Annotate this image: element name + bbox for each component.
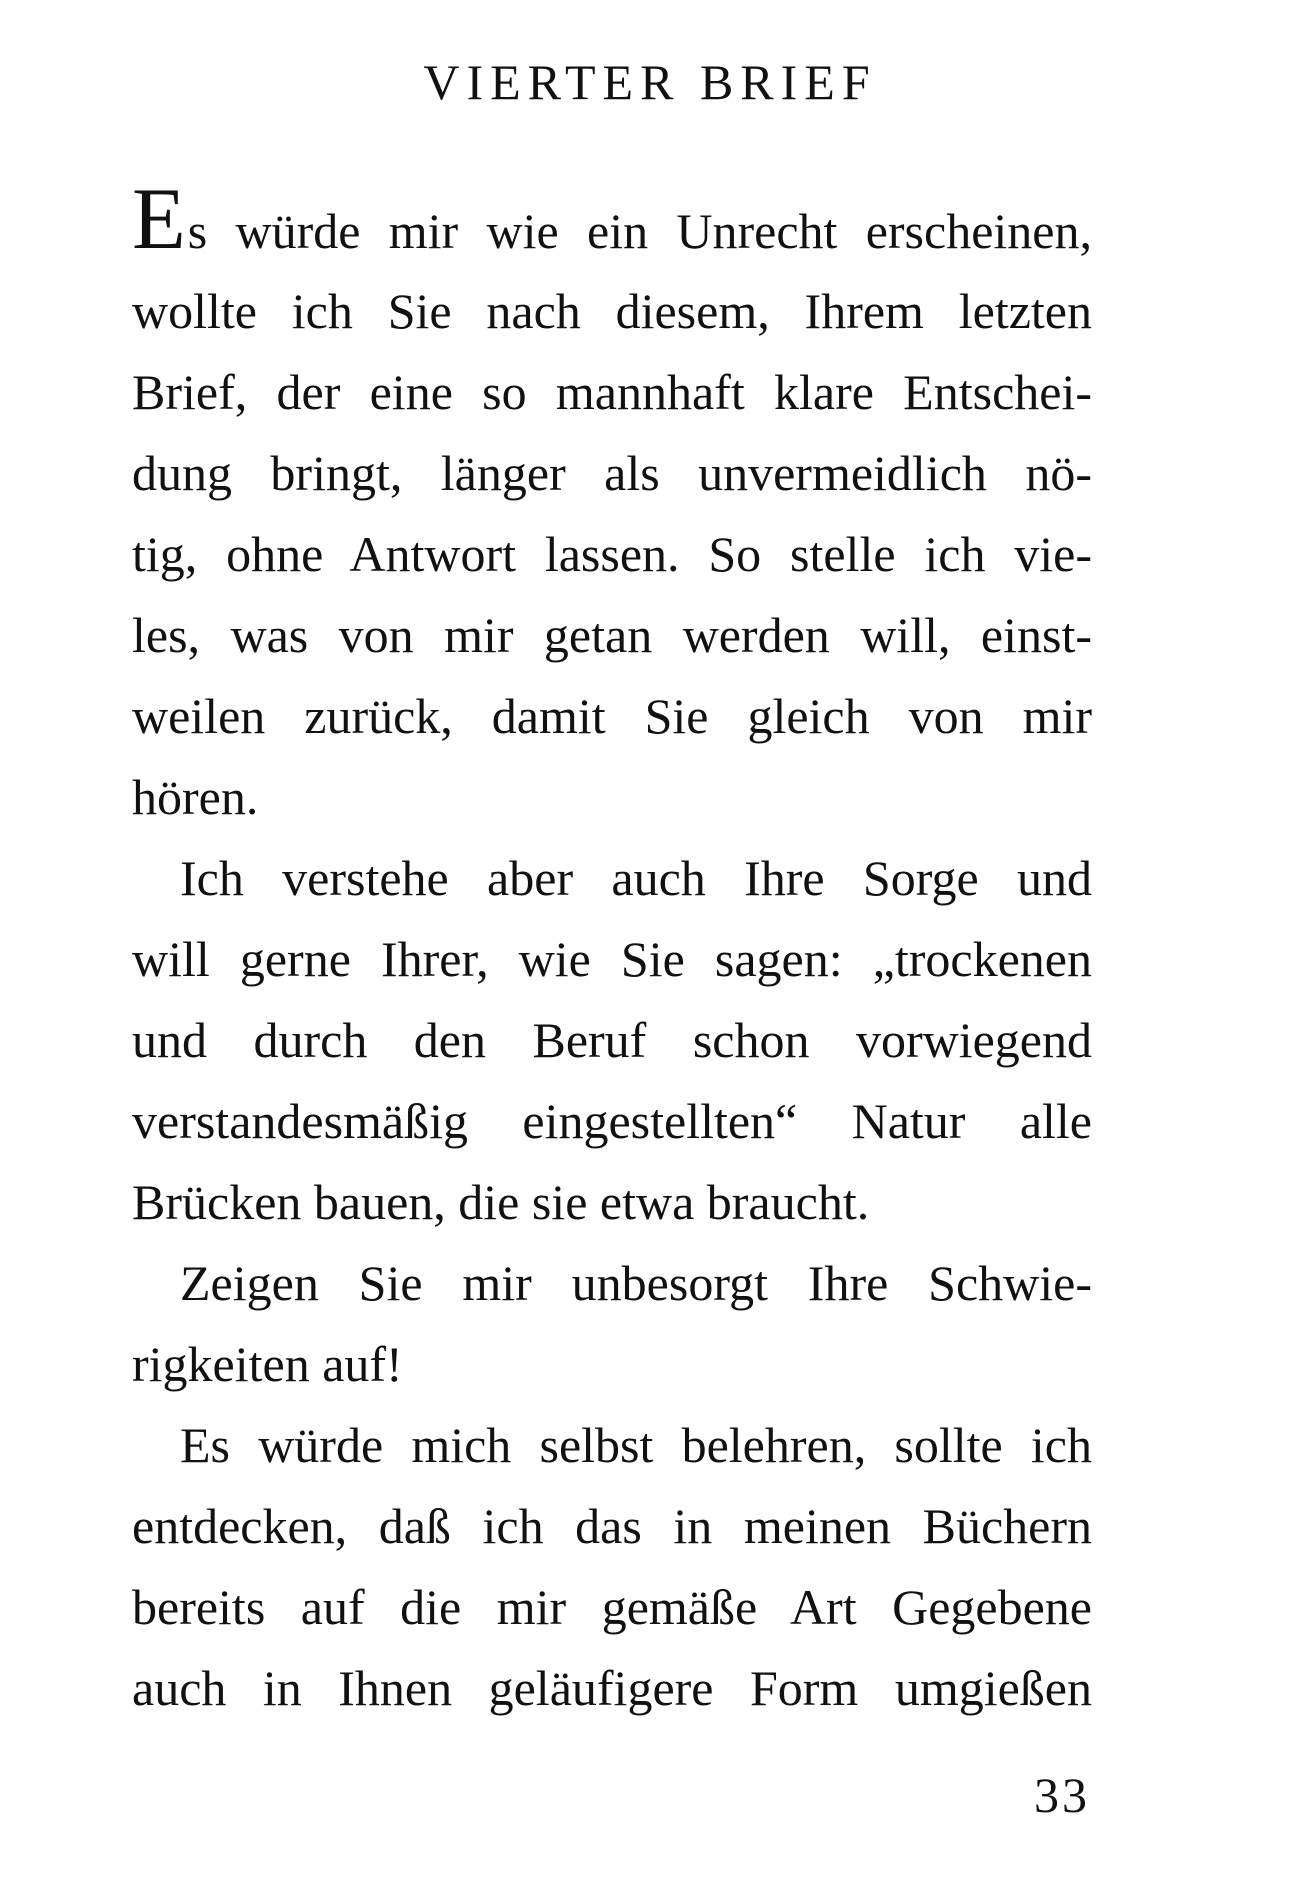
text-line: verstandesmäßig eingestellten“ Natur alle <box>132 1093 1092 1149</box>
text-line: Ich verstehe aber auch Ihre Sorge und <box>180 850 1092 906</box>
text-line: hören. <box>132 769 259 825</box>
chapter-heading: VIERTER BRIEF <box>423 54 877 110</box>
body-text <box>132 171 1092 1729</box>
text-line: und durch den Beruf schon vorwiegend <box>132 1012 1092 1068</box>
text-line: dung bringt, länger als unvermeidlich nö- <box>132 445 1092 501</box>
first-line-text: s würde mir wie ein Unrecht erscheinen, <box>187 203 1092 259</box>
text-line: will gerne Ihrer, wie Sie sagen: „trockenen <box>132 931 1092 987</box>
text-line: entdecken, daß ich das in meinen Büchern <box>132 1498 1092 1554</box>
text-line: tig, ohne Antwort lassen. So stelle ich vie- <box>132 526 1092 582</box>
text-line: Brücken bauen, die sie etwa braucht. <box>132 1174 870 1230</box>
text-line: Es würde mich selbst belehren, sollte ich <box>180 1417 1092 1473</box>
text-line: weilen zurück, damit Sie gleich von mir <box>132 688 1092 744</box>
text-line: les, was von mir getan werden will, einst- <box>132 607 1092 663</box>
drop-cap: E <box>132 171 186 268</box>
text-line: Brief, der eine so mannhaft klare Entschei- <box>132 364 1092 420</box>
text-line: rigkeiten auf! <box>132 1336 403 1392</box>
text-line: Zeigen Sie mir unbesorgt Ihre Schwie- <box>180 1255 1092 1311</box>
text-line <box>132 171 1092 271</box>
text-line: bereits auf die mir gemäße Art Gegebene <box>132 1579 1092 1635</box>
page-number: 33 <box>1034 1767 1090 1823</box>
text-line: wollte ich Sie nach diesem, Ihrem letzten <box>132 283 1092 339</box>
text-line: auch in Ihnen geläufigere Form umgießen <box>132 1660 1092 1716</box>
